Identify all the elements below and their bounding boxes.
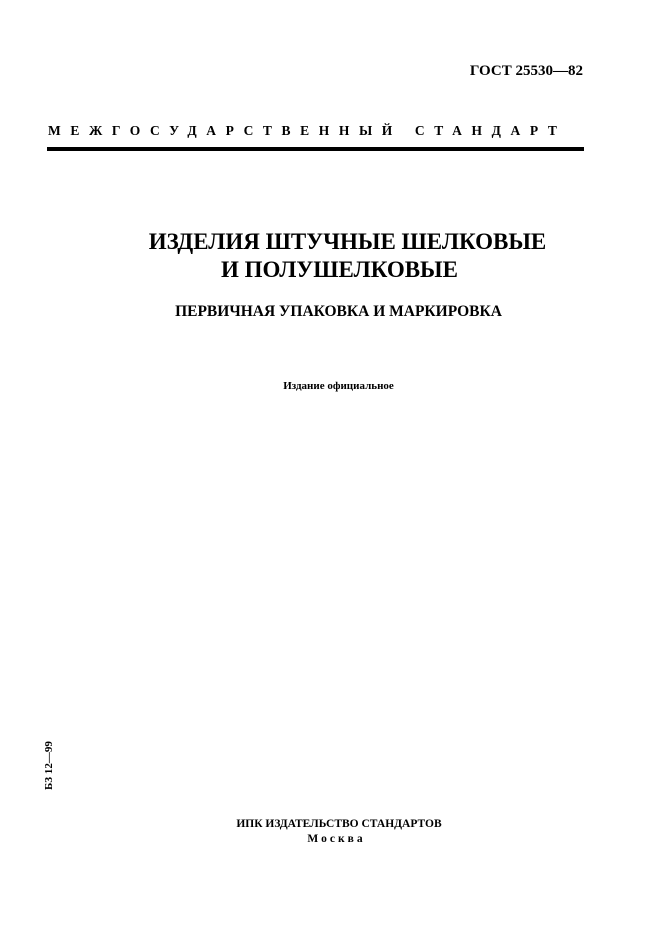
- edition-label: Издание официальное: [283, 380, 394, 392]
- standard-type-header: МЕЖГОСУДАРСТВЕННЫЙ СТАНДАРТ: [48, 123, 567, 138]
- document-title-line-2: И ПОЛУШЕЛКОВЫЕ: [221, 257, 458, 282]
- document-number: ГОСТ 25530—82: [469, 63, 583, 79]
- side-code: БЗ 12—99: [43, 741, 55, 790]
- header-divider: [47, 147, 584, 151]
- publisher-city: Москва: [307, 833, 366, 845]
- publisher-name: ИПК ИЗДАТЕЛЬСТВО СТАНДАРТОВ: [236, 818, 442, 830]
- document-subtitle: ПЕРВИЧНАЯ УПАКОВКА И МАРКИРОВКА: [175, 303, 502, 320]
- document-title-line-1: ИЗДЕЛИЯ ШТУЧНЫЕ ШЕЛКОВЫЕ: [148, 229, 547, 254]
